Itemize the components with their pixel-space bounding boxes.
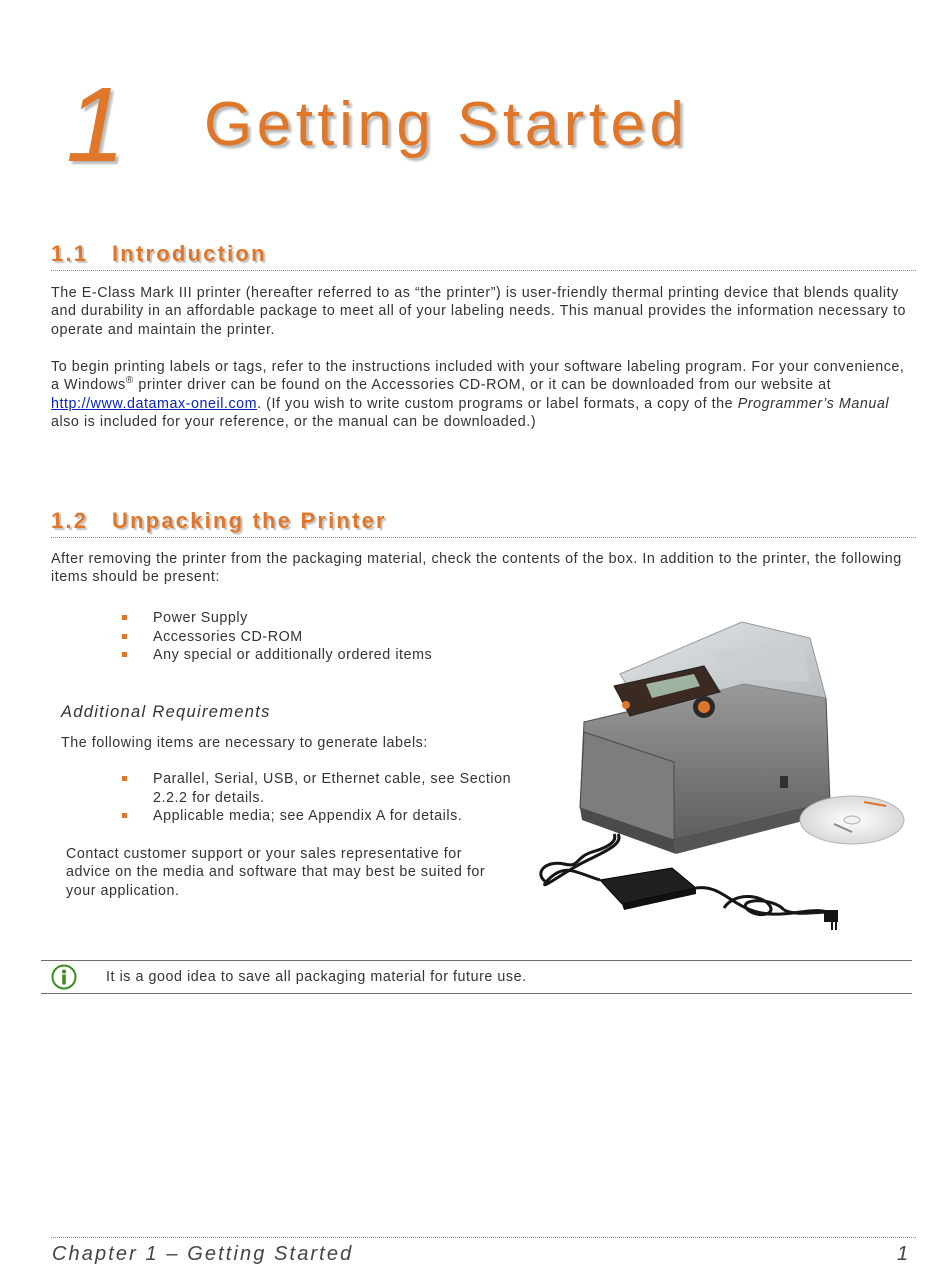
website-link[interactable]: http://www.datamax-oneil.com <box>51 395 258 412</box>
info-icon <box>51 964 77 990</box>
intro-text: also is included for your reference, or the manual can be downloaded.) <box>51 413 537 430</box>
list-item <box>122 628 522 647</box>
unpacking-intro: After removing the printer from the packaging material, check the contents of the box. In addition to the printer, the following items should be present: <box>51 551 902 586</box>
bullet-square-icon <box>122 615 127 620</box>
list-item-text: Parallel, Serial, USB, or Ethernet cable, see Section 2.2.2 for details. <box>153 771 512 806</box>
footer-chapter-title: Chapter 1 – Getting Started <box>52 1243 354 1265</box>
page-number: 1 <box>897 1243 909 1265</box>
requirements-list <box>122 770 512 826</box>
intro-paragraph-2 <box>51 358 916 431</box>
requirements-intro: The following items are necessary to generate labels: <box>61 735 428 751</box>
list-item <box>122 609 522 628</box>
section-title: Unpacking the Printer <box>112 508 387 533</box>
manual-title: Programmer’s Manual <box>737 395 890 412</box>
note-text: It is a good idea to save all packaging material for future use. <box>106 969 527 985</box>
printer-illustration <box>534 612 906 947</box>
section-title: Introduction <box>112 241 267 266</box>
section-heading-unpacking <box>51 510 916 538</box>
section-number: 1.1 <box>51 241 89 266</box>
list-item-text: Applicable media; see Appendix A for details. <box>153 808 463 824</box>
list-item-text: Accessories CD-ROM <box>153 628 303 645</box>
printer-package-image <box>534 612 906 947</box>
box-contents-list <box>122 609 522 665</box>
bullet-square-icon <box>122 634 127 639</box>
chapter-number: 1 <box>66 66 123 184</box>
intro-text: To begin printing labels or tags, refer to the instructions included with your software labeling program. For your convenience, a Windows <box>51 359 905 394</box>
intro-text: printer driver can be found on the Accessories CD-ROM, or it can be downloaded from our website at <box>133 377 832 394</box>
list-item-text: Any special or additionally ordered items <box>153 647 433 663</box>
chapter-title: Getting Started <box>204 90 689 159</box>
intro-text: . (If you wish to write custom programs or label formats, a copy of the <box>257 395 738 412</box>
bullet-square-icon <box>122 776 127 781</box>
list-item <box>122 807 512 826</box>
section-number: 1.2 <box>51 508 89 533</box>
registered-mark: ® <box>125 375 134 387</box>
additional-requirements-heading: Additional Requirements <box>61 703 271 721</box>
section-heading-introduction <box>51 243 916 271</box>
note-box <box>41 960 912 994</box>
list-item <box>122 646 522 665</box>
intro-paragraph-1: The E-Class Mark III printer (hereafter referred to as “the printer”) is user-friendly thermal printing device that blends quality and durability in an affordable package to meet all of your labeling needs. This manual provides the information necessary to operate and maintain the printer. <box>51 285 907 338</box>
bullet-square-icon <box>122 652 127 657</box>
list-item-text: Power Supply <box>153 610 248 626</box>
contact-paragraph: Contact customer support or your sales representative for advice on the media and software that may best be suited for your application. <box>66 846 486 899</box>
bullet-square-icon <box>122 813 127 818</box>
list-item <box>122 770 512 807</box>
footer-divider <box>51 1237 916 1238</box>
